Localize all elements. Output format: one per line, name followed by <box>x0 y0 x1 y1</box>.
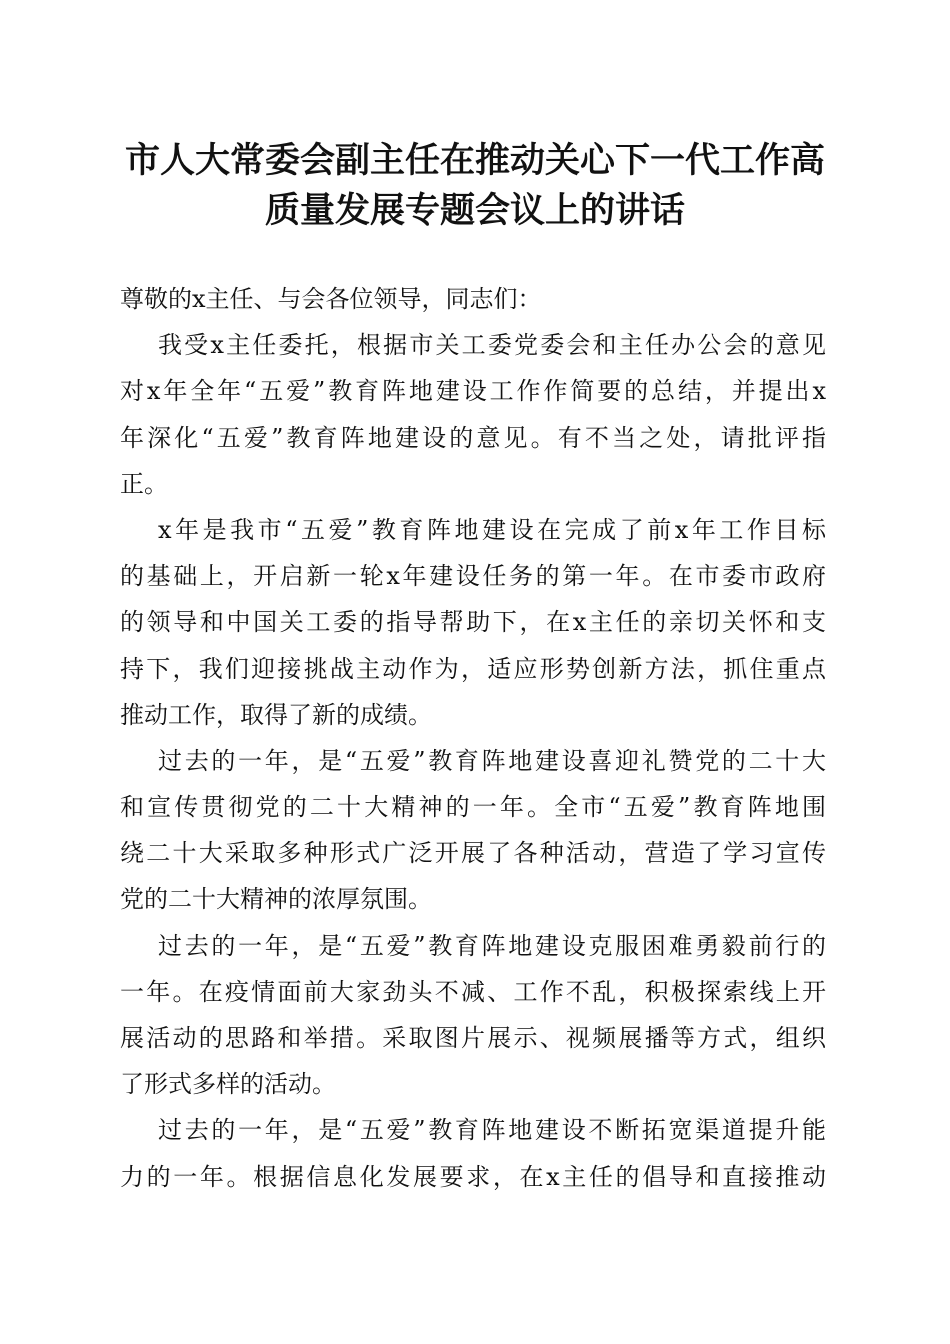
paragraph <box>120 738 826 923</box>
text-line: 一年。在疫情面前大家劲头不减、工作不乱，积极探索线上开 <box>120 977 826 1006</box>
text-line: x年是我市“五爱”教育阵地建设在完成了前x年工作目标 <box>158 515 826 544</box>
text-line: 的领导和中国关工委的指导帮助下，在x主任的亲切关怀和支 <box>120 608 826 637</box>
paragraph <box>120 1107 826 1199</box>
text-line: 了形式多样的活动。 <box>120 1070 336 1099</box>
text-line: 的基础上，开启新一轮x年建设任务的第一年。在市委市政府 <box>120 562 826 591</box>
text-line: 过去的一年，是“五爱”教育阵地建设不断拓宽渠道提升能 <box>158 1116 826 1145</box>
paragraph <box>120 507 826 738</box>
paragraph <box>120 923 826 1108</box>
title-line: 市人大常委会副主任在推动关心下一代工作高 <box>124 140 825 181</box>
text-line: 力的一年。根据信息化发展要求，在x主任的倡导和直接推动 <box>120 1162 826 1191</box>
salutation: 尊敬的x主任、与会各位领导，同志们： <box>120 285 542 313</box>
text-line: 持下，我们迎接挑战主动作为，适应形势创新方法，抓住重点 <box>120 654 826 683</box>
text-line: 对x年全年“五爱”教育阵地建设工作作简要的总结，并提出x <box>120 377 826 406</box>
paragraph <box>120 322 826 507</box>
text-line: 年深化“五爱”教育阵地建设的意见。有不当之处，请批评指 <box>120 423 826 452</box>
text-line: 党的二十大精神的浓厚氛围。 <box>120 885 432 914</box>
text-line: 推动工作，取得了新的成绩。 <box>120 700 432 729</box>
title-line: 质量发展专题会议上的讲话 <box>264 190 685 231</box>
text-line: 过去的一年，是“五爱”教育阵地建设喜迎礼赞党的二十大 <box>158 746 826 775</box>
document-body <box>120 276 826 1200</box>
text-line: 我受x主任委托，根据市关工委党委会和主任办公会的意见 <box>158 331 826 360</box>
text-line: 正。 <box>120 469 168 498</box>
text-line: 过去的一年，是“五爱”教育阵地建设克服困难勇毅前行的 <box>158 931 826 960</box>
text-line: 和宣传贯彻党的二十大精神的一年。全市“五爱”教育阵地围 <box>120 793 826 822</box>
text-line: 展活动的思路和举措。采取图片展示、视频展播等方式，组织 <box>120 1024 826 1052</box>
text-line: 绕二十大采取多种形式广泛开展了各种活动，营造了学习宣传 <box>120 839 826 868</box>
page-title <box>100 136 850 236</box>
